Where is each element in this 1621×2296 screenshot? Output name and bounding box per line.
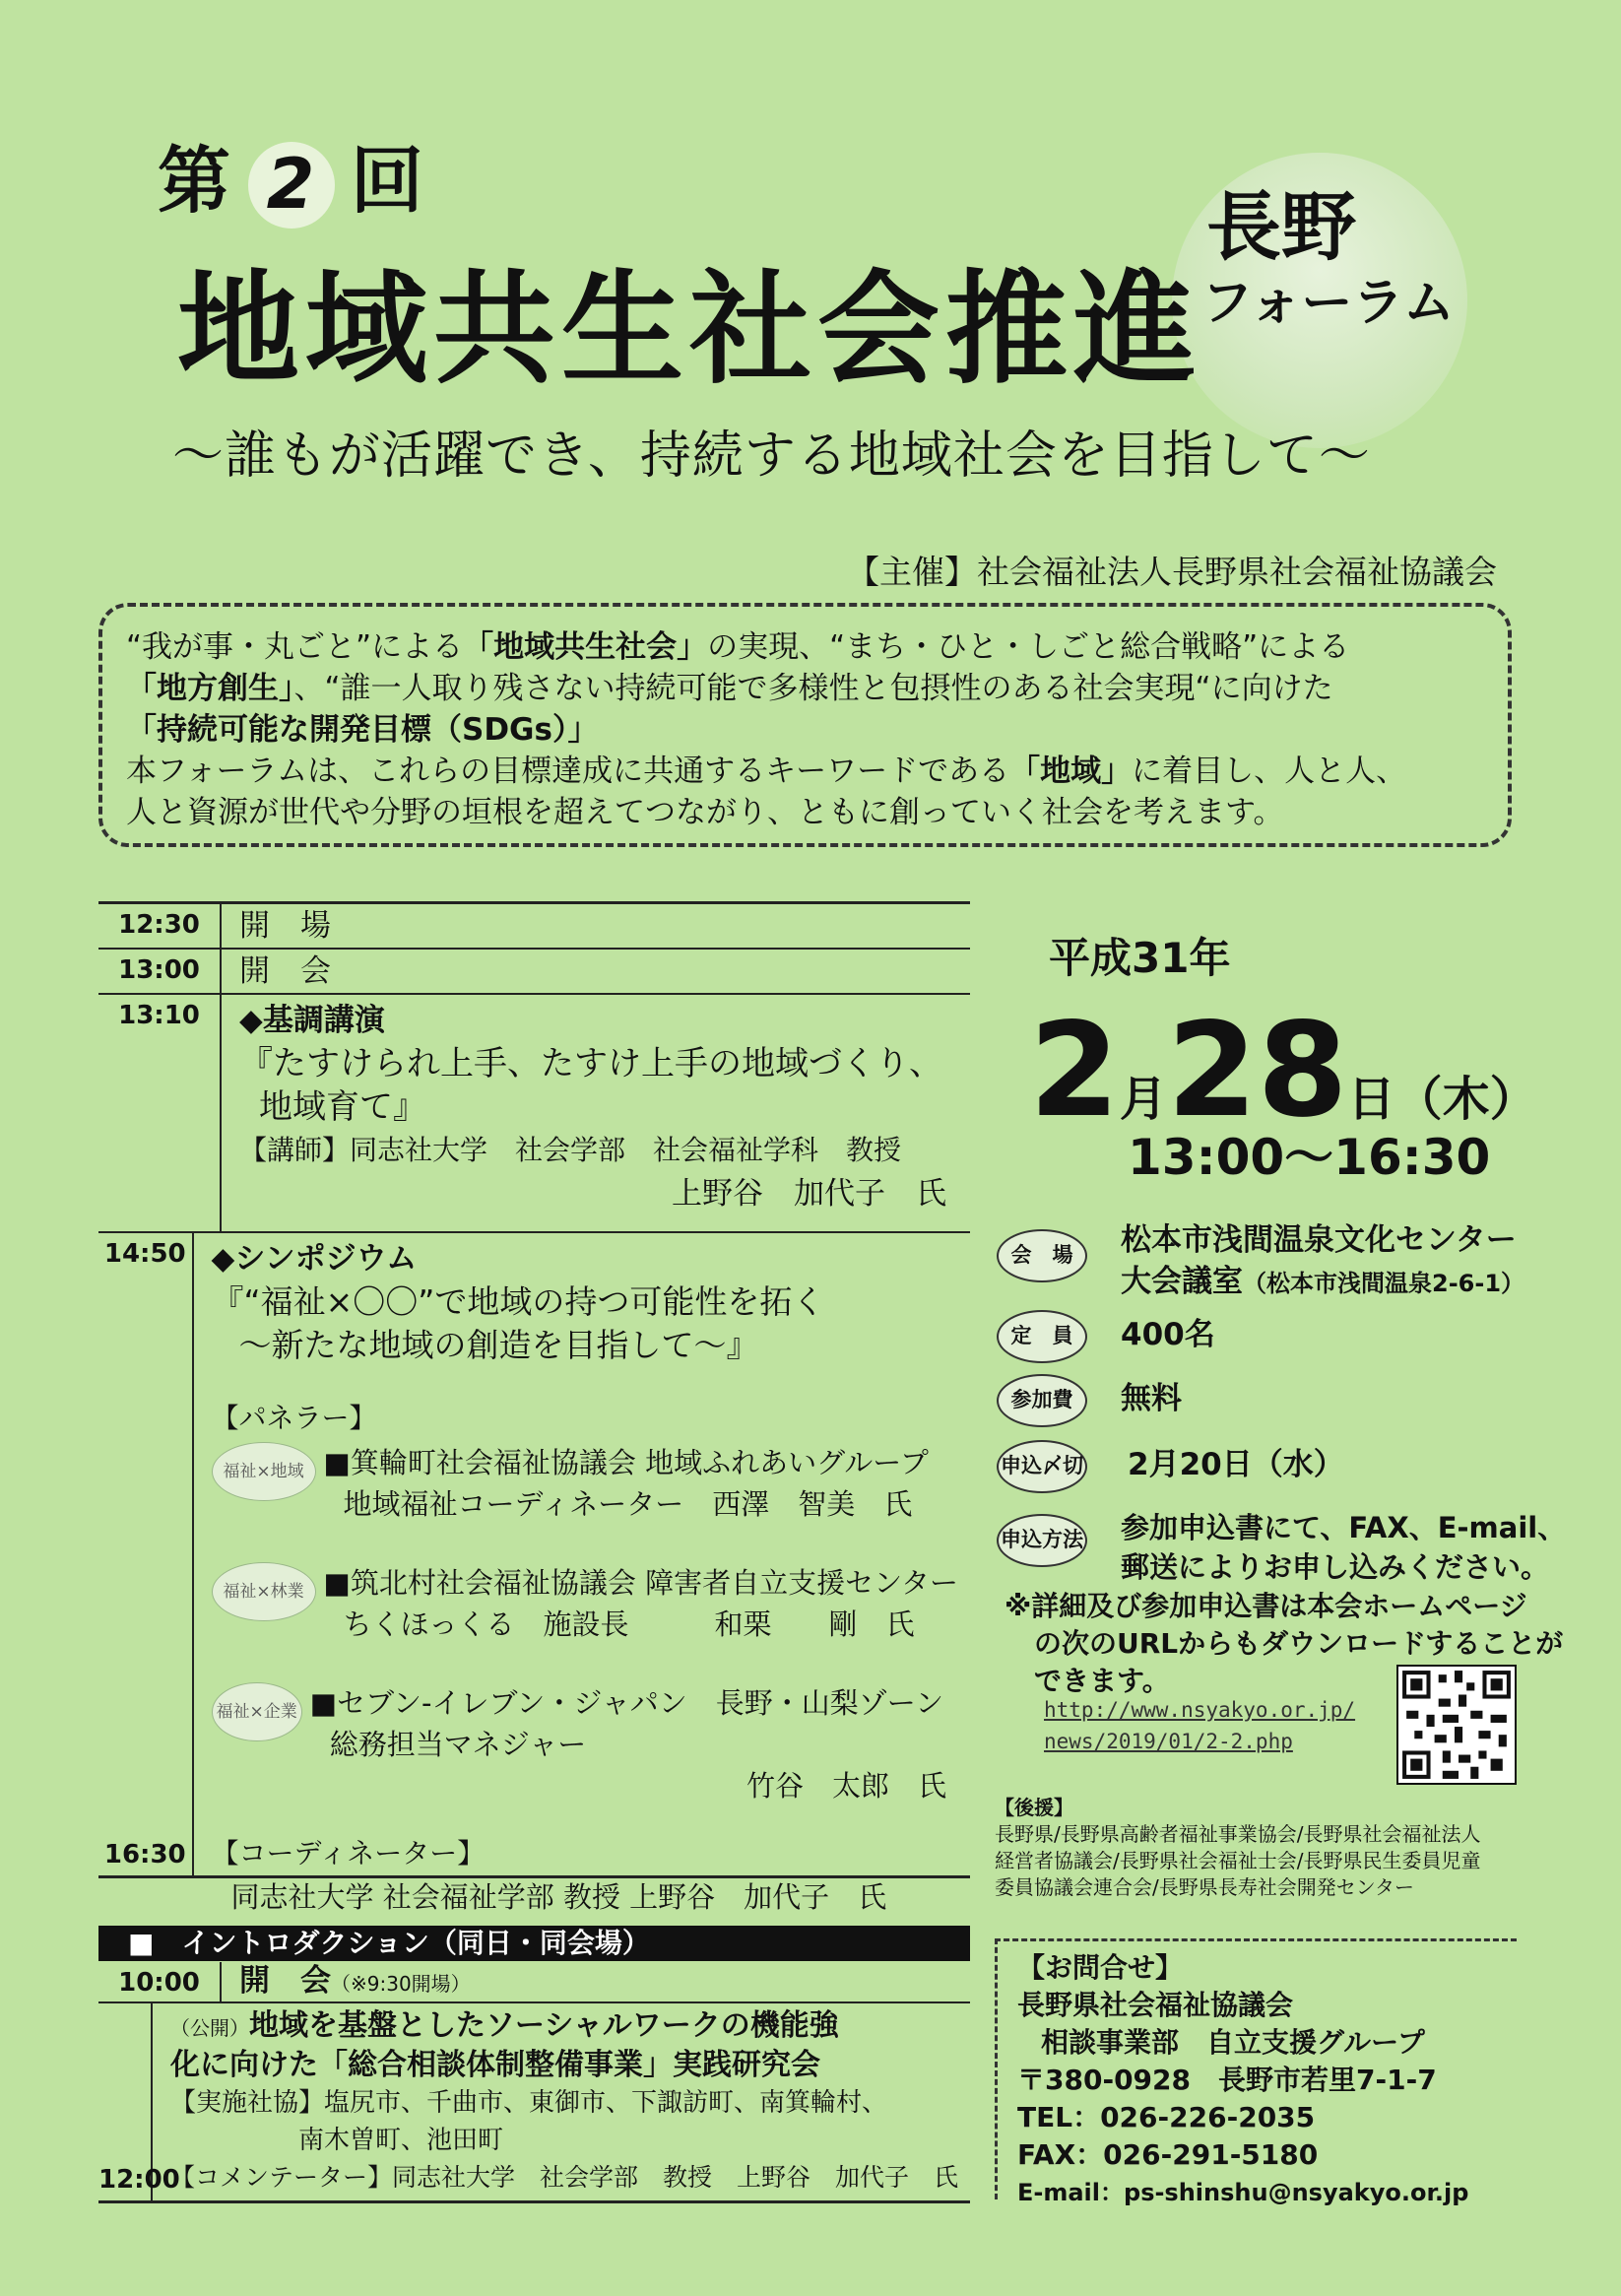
event-time: 13:00～16:30 xyxy=(1128,1129,1491,1186)
symposium-end: 16:30 xyxy=(103,1840,186,1870)
event-cell: 開 場 xyxy=(239,908,331,944)
support-block xyxy=(995,1795,1480,1901)
capacity-label: 定 員 xyxy=(997,1310,1087,1363)
coordinator-name: 同志社大学 社会福祉学部 教授 上野谷 加代子 氏 xyxy=(230,1880,887,1914)
panelist-2-org: ■筑北村社会福祉協議会 障害者自立支援センター xyxy=(323,1566,958,1600)
keynote-cell xyxy=(222,995,970,1231)
badge-forum: フォーラム xyxy=(1201,274,1455,333)
edition-kai: 回 xyxy=(351,139,425,224)
panelist-3-name: 竹谷 太郎 氏 xyxy=(746,1769,946,1803)
keynote-heading: ◆基調講演 xyxy=(239,1003,385,1038)
panelist-3 xyxy=(212,1682,958,1806)
schedule-row-symposium xyxy=(98,1233,970,1914)
contact-tel: TEL：026-226-2035 xyxy=(1017,2101,1316,2133)
workshop-title-1: （公開）地域を基盤としたソーシャルワークの機能強 xyxy=(169,2008,839,2043)
intro-line-3: 「持続可能な開発目標（SDGs）」 xyxy=(126,712,599,748)
venue-name: 松本市浅間温泉文化センター xyxy=(1121,1222,1517,1258)
intro-open-cell: 開 会（※9:30開場） xyxy=(239,1963,471,1999)
panel-tag-3: 福祉×企業 xyxy=(212,1682,302,1741)
panel-tag-1: 福祉×地域 xyxy=(212,1442,316,1501)
symposium-start: 14:50 xyxy=(103,1239,186,1269)
introduction-header: ■ イントロダクション（同日・同会場） xyxy=(98,1926,970,1961)
symposium-title-2: ～新たな地域の創造を目指して～』 xyxy=(238,1326,759,1364)
intro-line-5: 人と資源が世代や分野の垣根を超えてつながり、ともに創っていく社会を考えます。 xyxy=(126,795,1284,830)
time-cell xyxy=(98,2003,180,2200)
support-head: 【後援】 xyxy=(995,1796,1073,1819)
subtitle: ～誰もが活躍でき、持続する地域社会を目指して～ xyxy=(172,426,1371,486)
keynote-title-1: 『たすけられ上手、たすけ上手の地域づくり、 xyxy=(239,1044,942,1083)
fee-label: 参加費 xyxy=(997,1374,1087,1427)
organizer: 【主催】社会福祉法人長野県社会福祉協議会 xyxy=(847,553,1497,591)
time-cell: 13:10 xyxy=(98,995,222,1231)
intro-end: 12:00 xyxy=(98,2165,180,2195)
keynote-speaker-name: 上野谷 加代子 氏 xyxy=(672,1176,946,1212)
panelist-2 xyxy=(212,1562,958,1645)
panelist-1-org: ■箕輪町社会福祉協議会 地域ふれあいグループ xyxy=(323,1446,929,1479)
panelist-2-name: ちくほっくる 施設長 和栗 剛 氏 xyxy=(343,1607,915,1641)
contact-email[interactable]: E-mail：ps-shinshu@nsyakyo.or.jp xyxy=(1017,2179,1469,2206)
event-year: 平成31年 xyxy=(1049,934,1231,982)
time-cell: 10:00 xyxy=(98,1962,222,2001)
edition-dai: 第 xyxy=(158,139,232,224)
edition-number: 2 xyxy=(248,142,335,229)
workshop-implementers-2: 南木曽町、池田町 xyxy=(297,2126,503,2155)
badge-nagano: 長野 xyxy=(1206,183,1356,271)
symposium-cell xyxy=(194,1233,970,1914)
contact-head: 【お問合せ】 xyxy=(1017,1951,1184,1984)
support-line-1: 長野県/長野県高齢者福祉事業協会/長野県社会福祉法人 xyxy=(995,1822,1481,1846)
workshop-implementers-1: 【実施社協】塩尻市、千曲市、東御市、下諏訪町、南箕輪村、 xyxy=(169,2088,887,2118)
symposium-title-1: 『“福祉×〇〇”で地域の持つ可能性を拓く xyxy=(211,1282,825,1321)
intro-line-4: 本フォーラムは、これらの目標達成に共通するキーワードである「地域」に着目し、人と人、 xyxy=(126,754,1407,789)
contact-org: 長野県社会福祉協議会 xyxy=(1017,1989,1294,2021)
support-line-2: 経営者協議会/長野県社会福祉士会/長野県民生委員児童 xyxy=(995,1849,1481,1872)
intro-row-open xyxy=(98,1962,970,2003)
panelist-1 xyxy=(212,1442,958,1525)
schedule-table xyxy=(98,901,970,1914)
intro-row-workshop xyxy=(98,2003,970,2200)
details-url[interactable]: http://www.nsyakyo.or.jp/ news/2019/01/2-2.php xyxy=(1044,1698,1356,1753)
panelist-3-org: ■セブン-イレブン・ジャパン 長野・山梨ゾーン xyxy=(309,1686,944,1720)
capacity: 400名 xyxy=(1121,1317,1215,1352)
schedule-row-open-doors xyxy=(98,904,970,950)
venue-room: 大会議室（松本市浅間温泉2-6-1） xyxy=(1121,1264,1525,1299)
deadline: 2月20日（水） xyxy=(1128,1447,1344,1482)
symposium-heading: ◆シンポジウム xyxy=(211,1241,418,1277)
schedule-row-opening xyxy=(98,950,970,995)
intro-workshop-cell xyxy=(153,2003,970,2200)
support-line-3: 委員協議会連合会/長野県長寿社会開発センター xyxy=(995,1875,1414,1899)
workshop-title-2: 化に向けた「総合相談体制整備事業」実践研究会 xyxy=(169,2048,820,2082)
fee: 無料 xyxy=(1121,1381,1182,1416)
method-line-2: 郵送によりお申し込みください。 xyxy=(1121,1550,1550,1584)
contact-fax: FAX：026-291-5180 xyxy=(1017,2138,1319,2171)
details-note: ※詳細及び参加申込書は本会ホームページ の次のURLからもダウンロードすることが できます。 xyxy=(1005,1590,1564,1697)
intro-line-1: “我が事・丸ごと”による「地域共生社会」の実現、“まち・ひと・しごと総合戦略”による xyxy=(126,629,1350,665)
method-label: 申込方法 xyxy=(997,1514,1087,1567)
panel-tag-2: 福祉×林業 xyxy=(212,1562,316,1621)
time-cell: 13:00 xyxy=(98,950,222,993)
contact-block xyxy=(995,1938,1517,2206)
time-cell xyxy=(98,1233,194,1875)
keynote-title-2: 地域育て』 xyxy=(259,1087,426,1127)
keynote-speaker: 【講師】同志社大学 社会学部 社会福祉学科 教授 xyxy=(239,1134,902,1166)
introduction-table xyxy=(98,1962,970,2203)
qr-code xyxy=(1396,1665,1517,1785)
contact-address: 〒380-0928 長野市若里7-1-7 xyxy=(1017,2064,1437,2096)
main-title: 地域共生社会推進 xyxy=(177,259,1202,401)
schedule-row-keynote xyxy=(98,995,970,1233)
workshop-commentator: 【コメンテーター】同志社大学 社会学部 教授 上野谷 加代子 氏 xyxy=(169,2163,958,2192)
venue-label: 会 場 xyxy=(997,1229,1087,1282)
time-cell: 12:30 xyxy=(98,904,222,948)
method-line-1: 参加申込書にて、FAX、E-mail、 xyxy=(1121,1511,1567,1544)
panelist-3-role: 総務担当マネジャー xyxy=(329,1728,587,1761)
edition-heading xyxy=(158,123,425,229)
event-cell: 開 会 xyxy=(239,953,331,989)
coordinator-label: 【コーディネーター】 xyxy=(211,1837,486,1870)
panelist-1-name: 地域福祉コーディネーター 西澤 智美 氏 xyxy=(343,1487,913,1521)
intro-line-2: 「地方創生」、“誰一人取り残さない持続可能で多様性と包摂性のある社会実現“に向けた xyxy=(126,671,1333,706)
deadline-label: 申込〆切 xyxy=(997,1440,1087,1493)
panel-label: 【パネラー】 xyxy=(211,1402,377,1434)
contact-dept: 相談事業部 自立支援グループ xyxy=(1041,2026,1425,2059)
event-date: 2月28日（木） xyxy=(1029,995,1537,1147)
intro-box xyxy=(98,603,1512,847)
